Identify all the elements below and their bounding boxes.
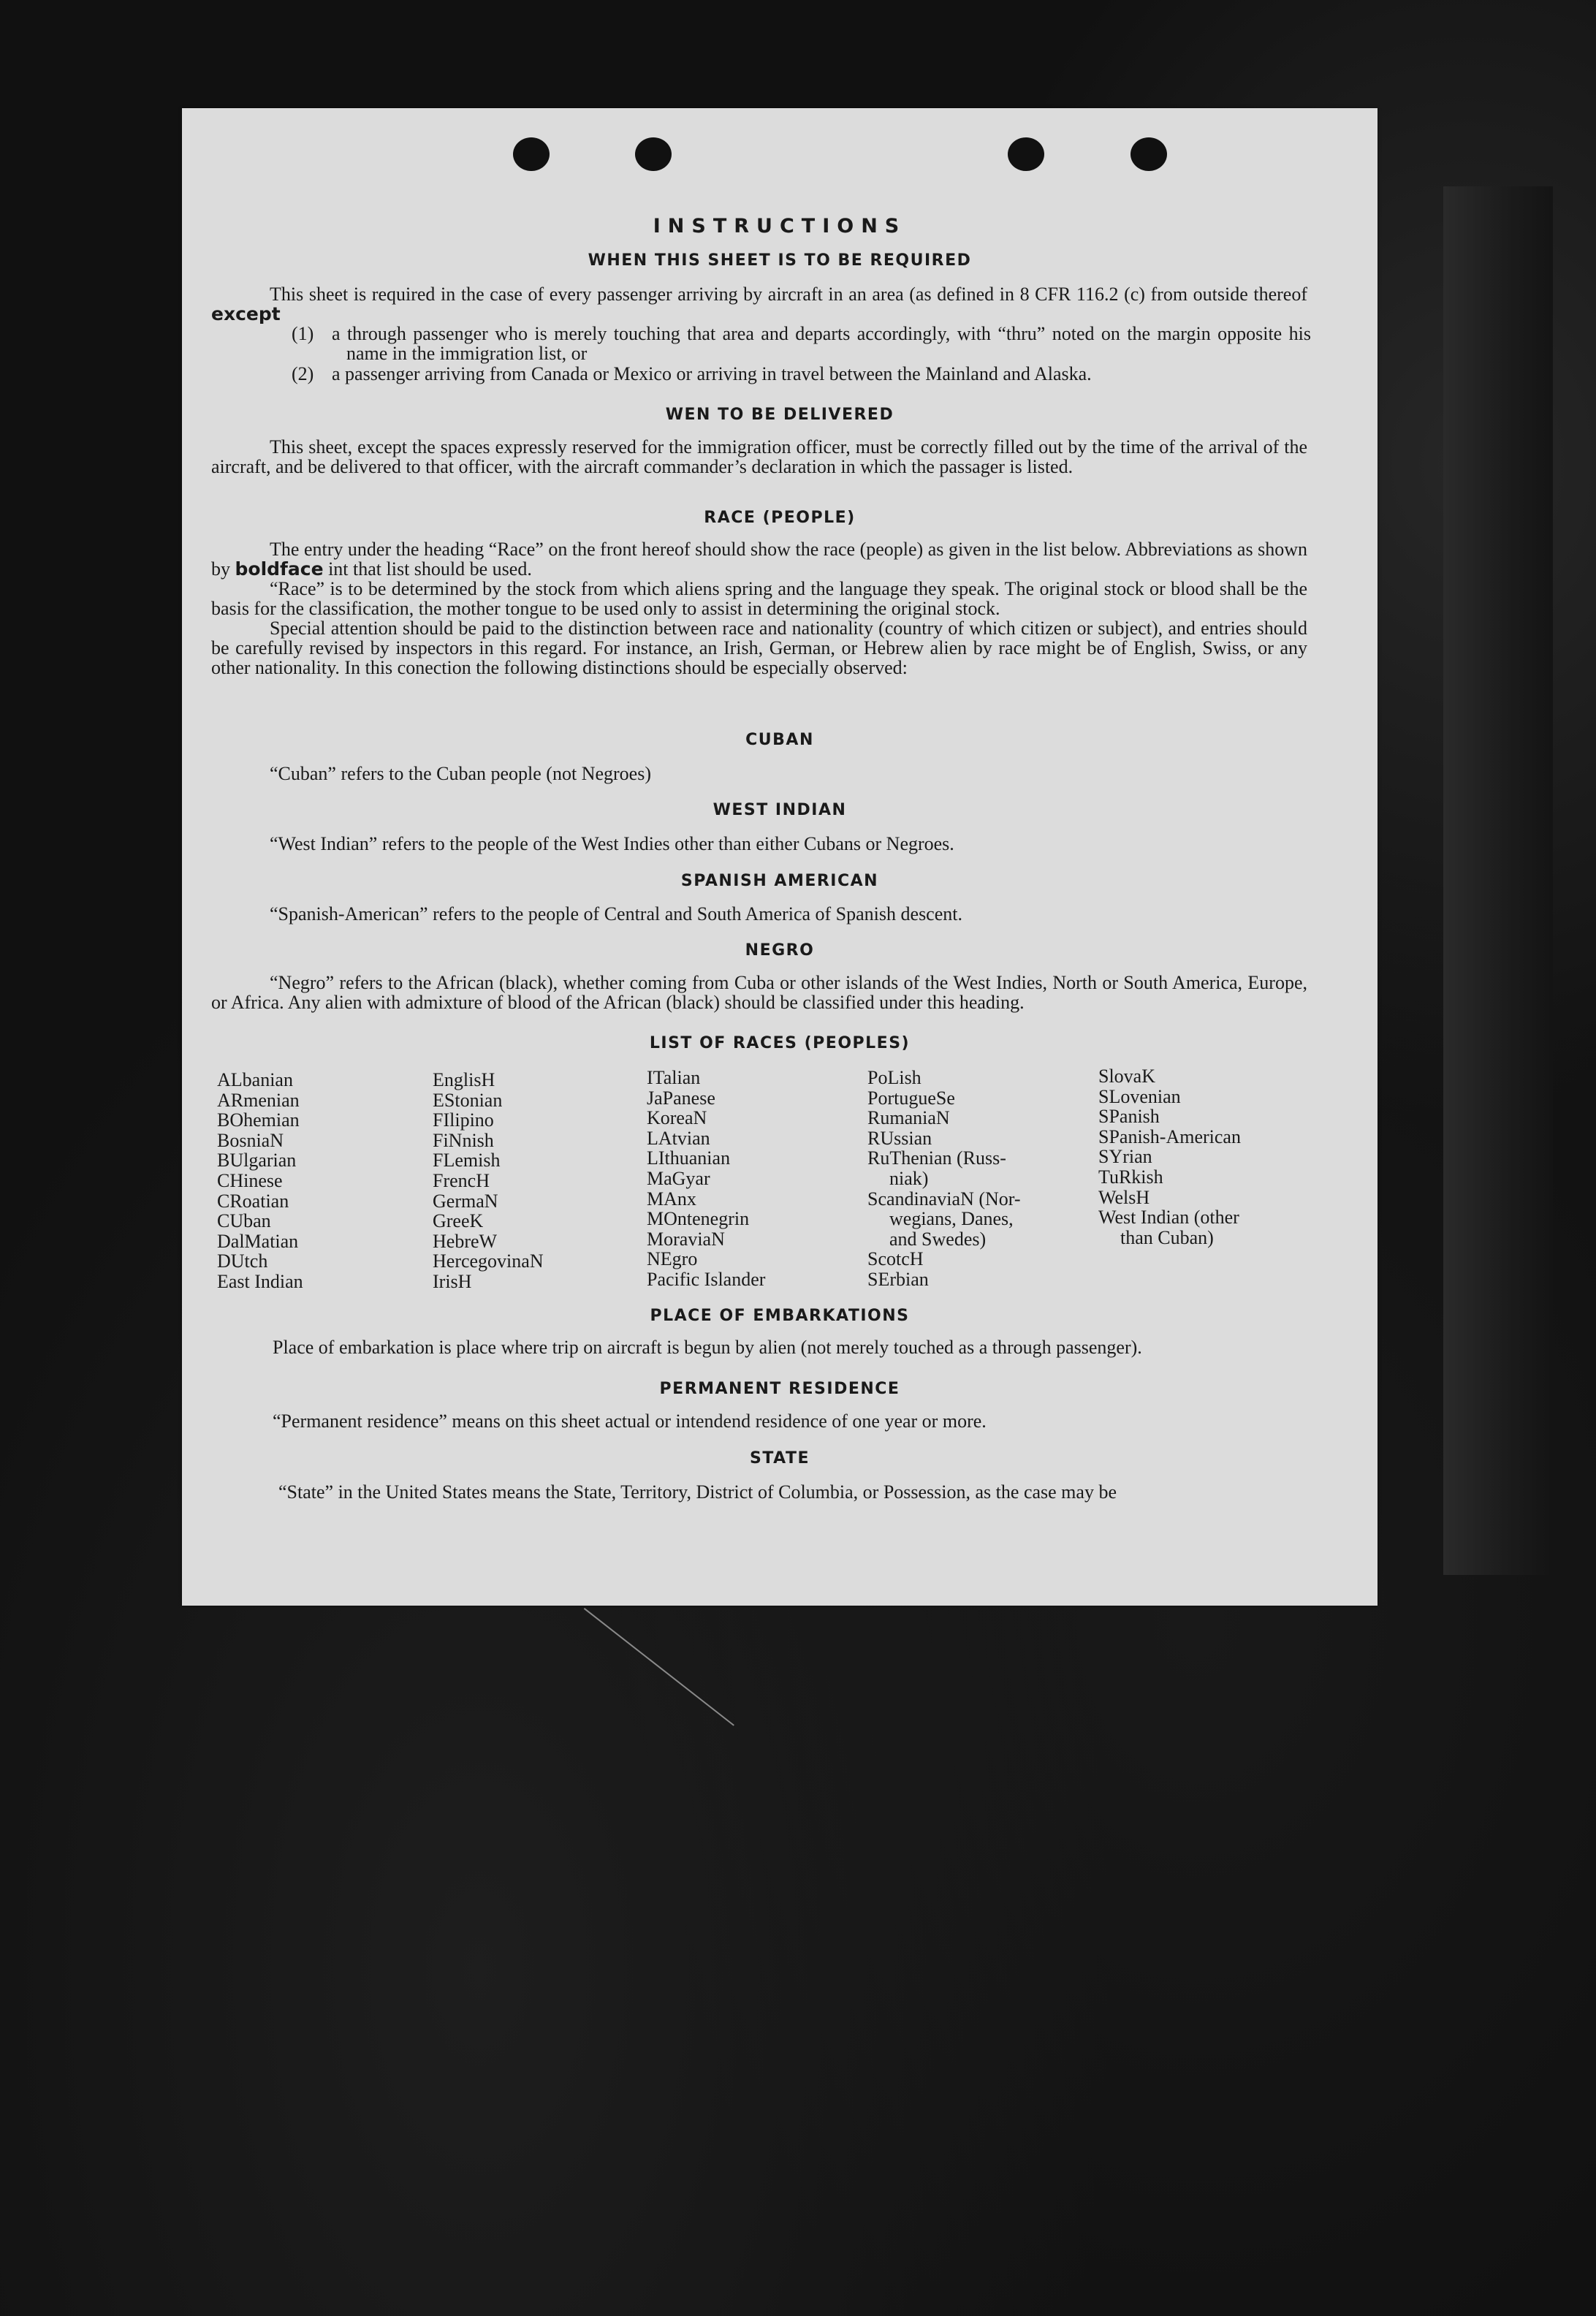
race-entry: BOhemian — [217, 1109, 300, 1131]
race-entry: wegians, Danes, — [889, 1208, 1014, 1230]
west-indian-text-block — [211, 834, 1307, 854]
delivered-text: This sheet, except the spaces expressly reserved for the immigration officer, must be correctly filled out by the time of the arrival of the aircraft, and be delivered to that officer, with the aircraft commander’s declaration in which the passager is listed. — [211, 436, 1307, 477]
required-item-1 — [292, 324, 1311, 363]
section-heading-list-of-races: LIST OF RACES (PEOPLES) — [649, 1034, 911, 1052]
required-intro — [211, 284, 1307, 324]
race-entry: and Swedes) — [889, 1228, 987, 1250]
race-entry: PoLish — [867, 1067, 922, 1088]
race-entry: LAtvian — [647, 1127, 710, 1149]
race-entry: GermaN — [433, 1190, 498, 1212]
required-item-2 — [292, 364, 1311, 384]
race-entry: MoraviaN — [647, 1228, 725, 1250]
race-p1-after: int that list should be used. — [328, 558, 532, 580]
races-column-1 — [217, 1070, 303, 1292]
residence-text-block — [211, 1411, 1307, 1431]
race-entry: SYrian — [1098, 1146, 1152, 1168]
race-entry: EStonian — [433, 1089, 503, 1111]
race-p1-text: The entry under the heading “Race” on the front hereof should show the race (people) as given in the list below. Abbreviations as shown by — [211, 539, 1307, 580]
section-heading-state: STATE — [750, 1449, 810, 1468]
race-entry: SLovenian — [1098, 1085, 1181, 1107]
race-paragraphs — [211, 539, 1307, 677]
race-entry: NEgro — [647, 1248, 698, 1270]
document-page — [182, 108, 1378, 1606]
required-item-2-text: a passenger arriving from Canada or Mexico or arriving in travel between the Mainland and Alaska. — [332, 363, 1092, 384]
race-entry: BosniaN — [217, 1129, 284, 1151]
west-indian-text: “West Indian” refers to the people of the West Indies other than either Cubans or Negroes. — [270, 833, 954, 854]
race-entry: KoreaN — [647, 1107, 707, 1129]
section-heading-negro: NEGRO — [745, 941, 815, 960]
race-entry: MOntenegrin — [647, 1208, 750, 1230]
punch-hole — [635, 137, 672, 171]
race-entry: SPanish — [1098, 1106, 1160, 1128]
race-p3-text: Special attention should be paid to the distinction between race and nationality (country of which citizen or subject), and entries should be carefully revised by inspectors in this regard. For instance, an Irish, German, or Hebrew alien by race might be of English, Swiss, or any other nationality. In this conection the following distinctions should be especially observed: — [211, 618, 1307, 678]
section-heading-cuban: CUBAN — [745, 731, 814, 749]
race-entry: ScandinaviaN (Nor- — [867, 1188, 1021, 1210]
race-entry: ALbanian — [217, 1069, 293, 1090]
section-heading-race: RACE (PEOPLE) — [704, 509, 856, 527]
race-entry: FLemish — [433, 1150, 501, 1172]
punch-hole — [513, 137, 550, 171]
race-entry: SErbian — [867, 1268, 929, 1290]
race-entry: FIlipino — [433, 1109, 494, 1131]
section-heading-required: WHEN THIS SHEET IS TO BE REQUIRED — [588, 251, 972, 270]
races-column-2 — [433, 1070, 544, 1292]
race-entry: ITalian — [647, 1067, 701, 1088]
delivered-text-block — [211, 437, 1307, 477]
race-entry: ARmenian — [217, 1089, 300, 1111]
cuban-text-block — [211, 764, 1307, 783]
race-entry: FiNnish — [433, 1129, 494, 1151]
race-entry: CUban — [217, 1210, 271, 1232]
embarkation-text-block — [211, 1337, 1315, 1357]
race-entry: SPanish-American — [1098, 1125, 1241, 1147]
race-entry: TuRkish — [1098, 1166, 1163, 1188]
section-heading-embarkation: PLACE OF EMBARKATIONS — [650, 1307, 910, 1325]
race-entry: East Indian — [217, 1270, 303, 1292]
race-entry: WelsH — [1098, 1186, 1150, 1208]
race-entry: BUlgarian — [217, 1150, 297, 1172]
punch-hole — [1130, 137, 1167, 171]
section-heading-west-indian: WEST INDIAN — [712, 801, 847, 819]
race-entry: ScotcH — [867, 1248, 924, 1270]
section-heading-residence: PERMANENT RESIDENCE — [659, 1380, 900, 1398]
spanish-american-text: “Spanish-American” refers to the people of Central and South America of Spanish descent. — [270, 903, 962, 924]
race-entry: LIthuanian — [647, 1147, 731, 1169]
embarkation-text: Place of embarkation is place where trip on aircraft is begun by alien (not merely touched as a through passenger). — [273, 1337, 1142, 1358]
race-entry: niak) — [889, 1167, 929, 1189]
race-entry: West Indian (other — [1098, 1207, 1239, 1229]
race-entry: RumaniaN — [867, 1107, 950, 1129]
race-entry: JaPanese — [647, 1087, 715, 1109]
required-item-1-num: (1) — [292, 323, 314, 344]
cuban-text: “Cuban” refers to the Cuban people (not Negroes) — [270, 763, 651, 784]
required-intro-bold: except — [211, 303, 281, 324]
races-column-5 — [1098, 1066, 1241, 1248]
residence-text: “Permanent residence” means on this sheet actual or intendend residence of one year or more. — [273, 1411, 987, 1432]
race-entry: RUssian — [867, 1127, 932, 1149]
race-entry: CHinese — [217, 1169, 283, 1191]
race-entry: EnglisH — [433, 1069, 495, 1090]
page-title: INSTRUCTIONS — [653, 215, 907, 238]
races-column-4 — [867, 1068, 1021, 1290]
race-p2 — [211, 579, 1307, 618]
race-p2-text: “Race” is to be determined by the stock from which aliens spring and the language they speak. The original stock or blood shall be the basis for the classification, the mother tongue to be used only to assist in determining the original stock. — [211, 578, 1307, 619]
race-p3 — [211, 618, 1307, 677]
race-entry: MAnx — [647, 1188, 696, 1210]
race-entry: GreeK — [433, 1210, 484, 1232]
required-item-1-text: a through passenger who is merely touching that area and departs accordingly, with “thru” noted on the margin opposite his name in the immigration list, or — [332, 323, 1311, 364]
film-edge — [1443, 186, 1553, 1575]
required-item-2-num: (2) — [292, 363, 314, 384]
race-entry: FrencH — [433, 1169, 490, 1191]
race-entry: than Cuban) — [1120, 1226, 1214, 1248]
race-entry: SlovaK — [1098, 1066, 1155, 1087]
section-heading-delivered: WEN TO BE DELIVERED — [665, 406, 894, 424]
section-heading-spanish-american: SPANISH AMERICAN — [680, 872, 879, 890]
race-entry: MaGyar — [647, 1167, 710, 1189]
punch-hole — [1008, 137, 1044, 171]
race-entry: RuThenian (Russ- — [867, 1147, 1006, 1169]
race-entry: DalMatian — [217, 1230, 299, 1252]
state-text-block — [220, 1482, 1323, 1502]
race-entry: IrisH — [433, 1270, 472, 1292]
race-entry: PortugueSe — [867, 1087, 955, 1109]
negro-text-block — [211, 973, 1307, 1012]
required-intro-text: This sheet is required in the case of every passenger arriving by aircraft in an area (as defined in 8 CFR 116.2 (c) from outside thereof — [270, 284, 1307, 305]
races-column-3 — [647, 1068, 765, 1290]
race-entry: CRoatian — [217, 1190, 289, 1212]
race-entry: HercegovinaN — [433, 1250, 544, 1272]
race-p1-bold: boldface — [235, 558, 324, 580]
state-text: “State” in the United States means the State, Territory, District of Columbia, or Possession, as the case may be — [278, 1481, 1117, 1503]
race-p1 — [211, 539, 1307, 579]
race-entry: HebreW — [433, 1230, 498, 1252]
spanish-american-text-block — [211, 904, 1307, 924]
race-entry: Pacific Islander — [647, 1268, 766, 1290]
negro-text: “Negro” refers to the African (black), whether coming from Cuba or other islands of the West Indies, North or South America, Europe, or Africa. Any alien with admixture of blood of the African (black) should be classified under this heading. — [211, 972, 1307, 1013]
race-entry: DUtch — [217, 1250, 268, 1272]
